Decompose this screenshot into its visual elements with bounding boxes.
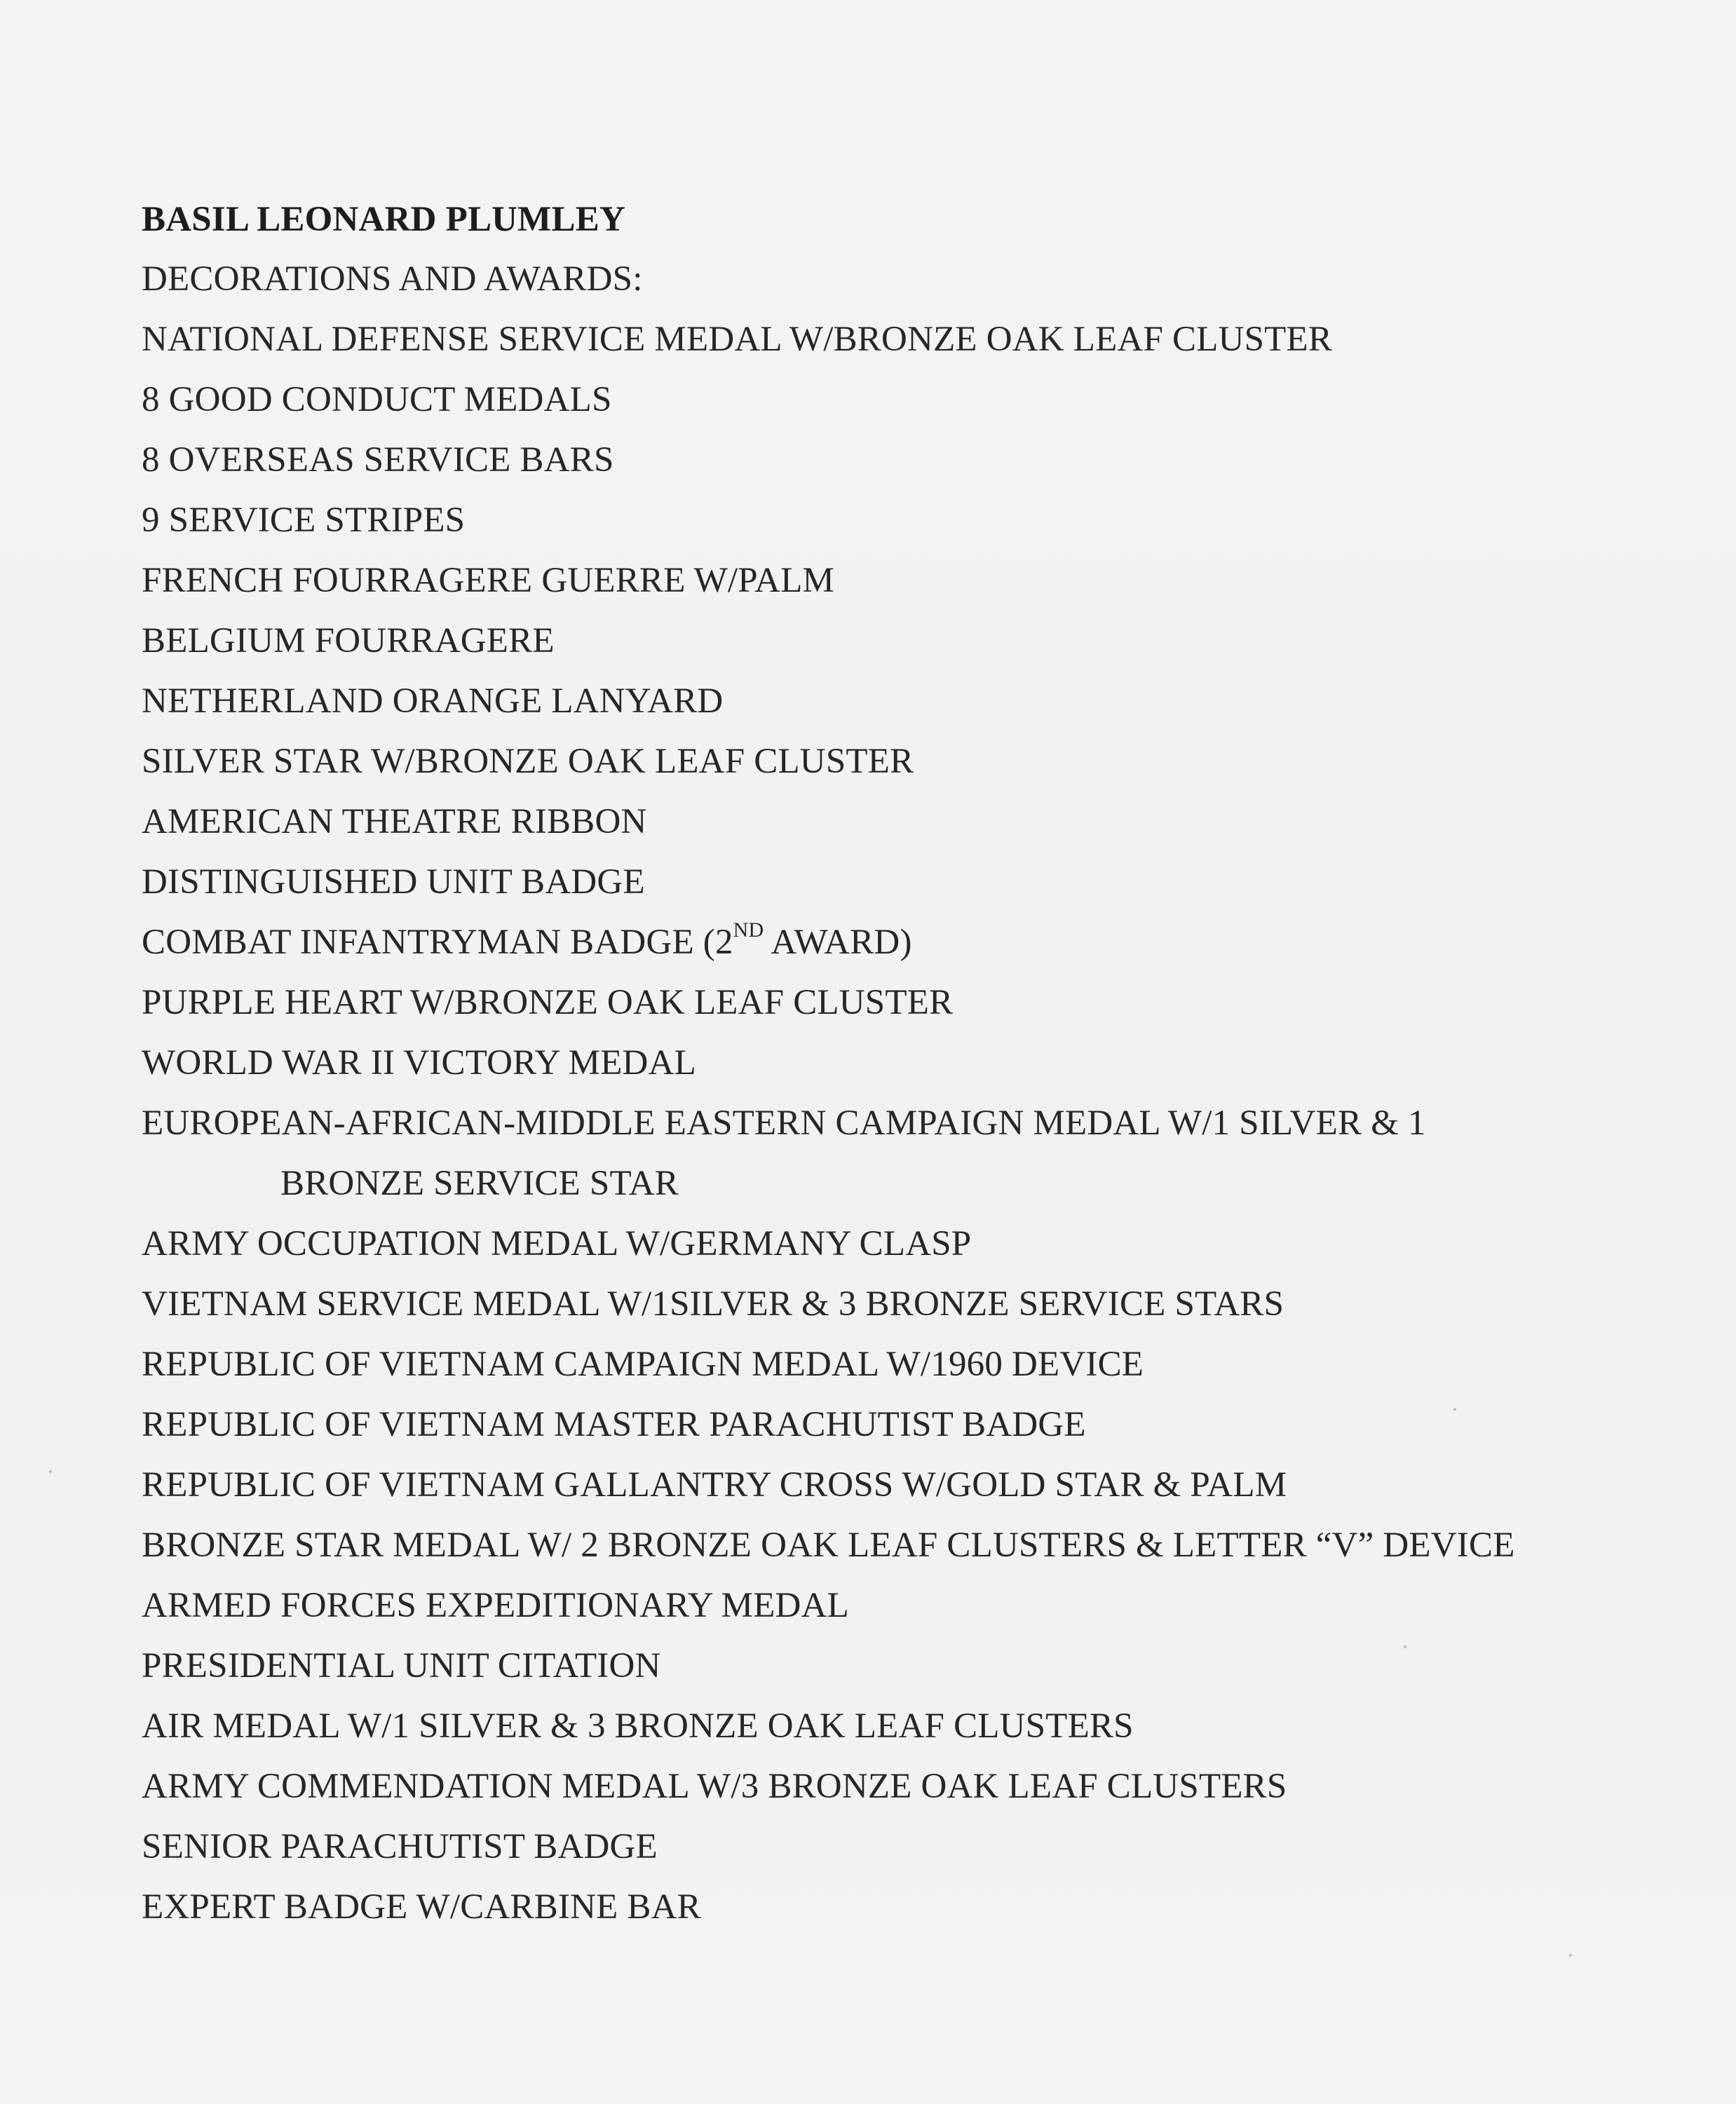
award-armed-forces-expeditionary: ARMED FORCES EXPEDITIONARY MEDAL (142, 1586, 849, 1625)
award-wwii-victory: WORLD WAR II VICTORY MEDAL (142, 1043, 696, 1082)
award-vietnam-service: VIETNAM SERVICE MEDAL W/1SILVER & 3 BRONZE SERVICE STARS (142, 1284, 1284, 1324)
award-cib-superscript: ND (733, 918, 764, 942)
award-overseas-bars: 8 OVERSEAS SERVICE BARS (142, 440, 614, 480)
award-european-campaign-continued: BRONZE SERVICE STAR (280, 1164, 679, 1203)
award-silver-star: SILVER STAR W/BRONZE OAK LEAF CLUSTER (142, 742, 914, 781)
scan-speck (1404, 1645, 1406, 1648)
award-army-occupation: ARMY OCCUPATION MEDAL W/GERMANY CLASP (142, 1224, 972, 1263)
scan-speck (49, 1470, 52, 1473)
award-rvn-campaign: REPUBLIC OF VIETNAM CAMPAIGN MEDAL W/1960 DEVICE (142, 1345, 1144, 1384)
scan-speck (1569, 1954, 1572, 1957)
award-expert-badge: EXPERT BADGE W/CARBINE BAR (142, 1887, 701, 1927)
award-army-commendation: ARMY COMMENDATION MEDAL W/3 BRONZE OAK LEAF CLUSTERS (142, 1767, 1287, 1806)
award-rvn-gallantry-cross: REPUBLIC OF VIETNAM GALLANTRY CROSS W/GOLD STAR & PALM (142, 1465, 1287, 1505)
award-senior-parachutist: SENIOR PARACHUTIST BADGE (142, 1827, 658, 1866)
award-good-conduct: 8 GOOD CONDUCT MEDALS (142, 380, 612, 419)
award-combat-infantryman (142, 918, 912, 963)
name-heading: BASIL LEONARD PLUMLEY (142, 200, 625, 239)
section-heading: DECORATIONS AND AWARDS: (142, 259, 643, 299)
award-national-defense: NATIONAL DEFENSE SERVICE MEDAL W/BRONZE OAK LEAF CLUSTER (142, 320, 1333, 359)
award-netherland-lanyard: NETHERLAND ORANGE LANYARD (142, 681, 724, 721)
award-belgium-fourragere: BELGIUM FOURRAGERE (142, 621, 555, 660)
award-bronze-star: BRONZE STAR MEDAL W/ 2 BRONZE OAK LEAF CLUSTERS & LETTER “V” DEVICE (142, 1526, 1515, 1565)
award-european-campaign: EUROPEAN-AFRICAN-MIDDLE EASTERN CAMPAIGN MEDAL W/1 SILVER & 1 (142, 1104, 1426, 1143)
award-french-fourragere: FRENCH FOURRAGERE GUERRE W/PALM (142, 561, 835, 600)
scan-speck (1453, 1408, 1456, 1411)
award-rvn-parachutist: REPUBLIC OF VIETNAM MASTER PARACHUTIST BADGE (142, 1405, 1086, 1444)
award-service-stripes: 9 SERVICE STRIPES (142, 501, 466, 540)
award-purple-heart: PURPLE HEART W/BRONZE OAK LEAF CLUSTER (142, 983, 954, 1022)
award-presidential-unit: PRESIDENTIAL UNIT CITATION (142, 1646, 661, 1685)
award-distinguished-unit: DISTINGUISHED UNIT BADGE (142, 862, 645, 902)
award-cib-text: COMBAT INFANTRYMAN BADGE (2 (142, 923, 733, 962)
award-air-medal: AIR MEDAL W/1 SILVER & 3 BRONZE OAK LEAF CLUSTERS (142, 1706, 1134, 1746)
award-american-theatre: AMERICAN THEATRE RIBBON (142, 802, 647, 841)
award-cib-suffix: AWARD) (764, 923, 912, 962)
